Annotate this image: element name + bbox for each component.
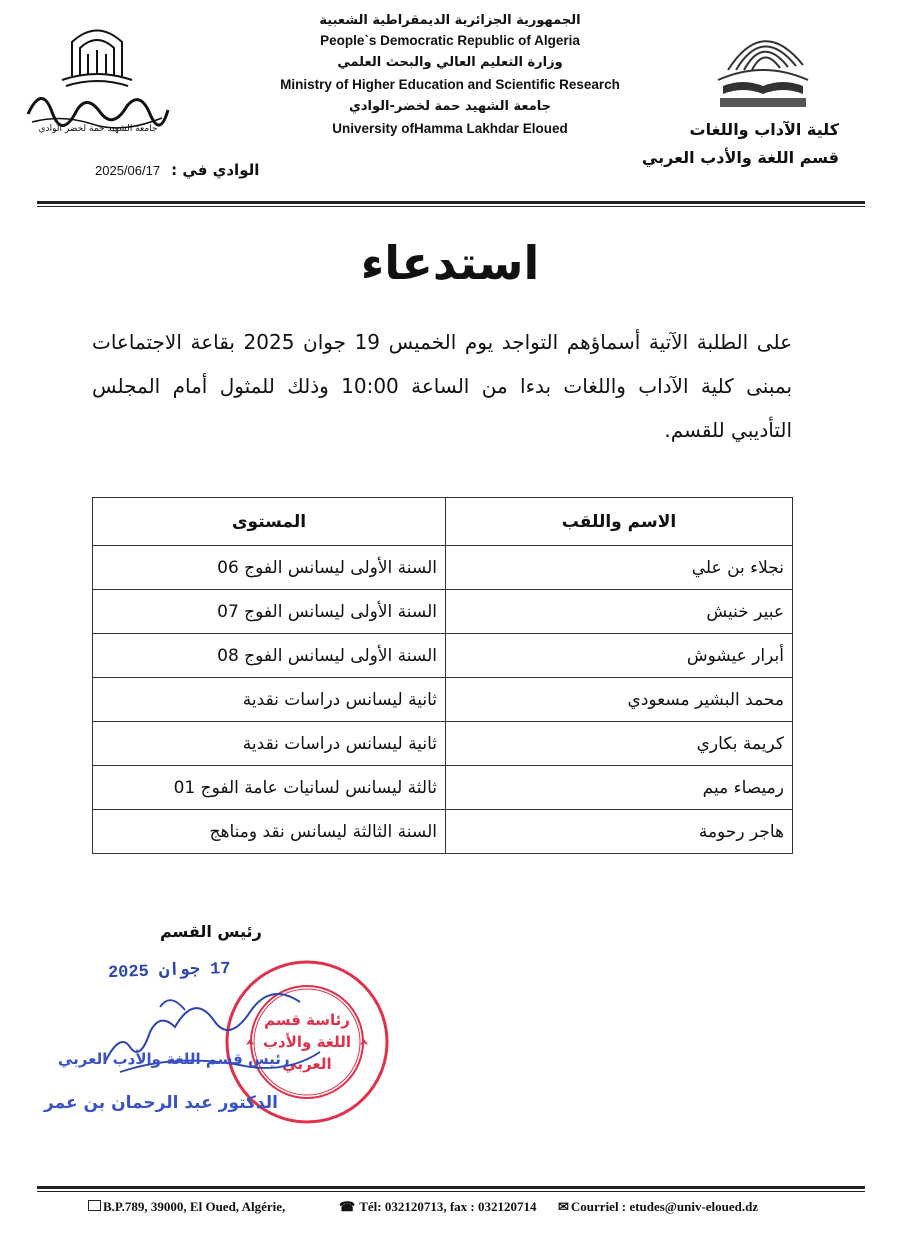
header-divider-thin <box>37 206 865 207</box>
table-header-row <box>93 498 793 546</box>
student-level: ثالثة ليسانس لسانيات عامة الفوج 01 <box>93 766 446 810</box>
footer-email <box>558 1199 758 1215</box>
globe-book-icon <box>708 20 818 110</box>
signer-name: الدكتور عبد الرحمان بن عمر <box>44 1093 278 1113</box>
envelope-icon: ✉ <box>558 1199 569 1214</box>
student-level: السنة الأولى ليسانس الفوج 08 <box>93 634 446 678</box>
table-row <box>93 722 793 766</box>
handwritten-signature <box>100 972 330 1092</box>
ministry-english: Ministry of Higher Education and Scientific Research <box>280 77 620 92</box>
phone-icon: ☎ <box>339 1199 356 1214</box>
student-level: ثانية ليسانس دراسات نقدية <box>93 722 446 766</box>
footer-divider <box>37 1186 865 1189</box>
student-level: السنة الأولى ليسانس الفوج 06 <box>93 546 446 590</box>
footer-divider-thin <box>37 1191 865 1192</box>
student-name: رميصاء ميم <box>446 766 793 810</box>
university-english: University ofHamma Lakhdar Eloued <box>332 121 568 136</box>
document-title: استدعاء <box>360 236 540 290</box>
mailbox-icon <box>88 1200 101 1211</box>
student-level: السنة الثالثة ليسانس نقد ومناهج <box>93 810 446 854</box>
seal-center-line-2: اللغة والأدب <box>262 1033 352 1051</box>
student-name: عبير خنيش <box>446 590 793 634</box>
address-text: B.P.789, 39000, El Oued, Algérie, <box>103 1199 286 1214</box>
student-name: هاجر رحومة <box>446 810 793 854</box>
student-name: أبرار عيشوش <box>446 634 793 678</box>
university-logo <box>708 20 818 110</box>
republic-arabic: الجمهورية الجزائرية الديمقراطية الشعبية <box>319 13 581 28</box>
email-text: Courriel : etudes@univ-eloued.dz <box>570 1199 759 1214</box>
faculty-name: كلية الآداب واللغات <box>689 120 839 139</box>
faculty-calligraphy-logo <box>22 14 172 139</box>
ministry-arabic: وزارة التعليم العالي والبحث العلمي <box>337 55 563 70</box>
phone-text: Tél: 032120713, fax : 032120714 <box>359 1199 537 1214</box>
stamp-date: 17 جوان 2025 <box>107 959 231 984</box>
republic-english: People`s Democratic Republic of Algeria <box>320 33 580 48</box>
header-name: الاسم واللقب <box>446 498 793 546</box>
footer-address <box>88 1199 285 1215</box>
signer-title: رئيس قسم اللغة والأدب العربي <box>58 1050 290 1068</box>
table-row <box>93 634 793 678</box>
footer-phone <box>339 1199 537 1215</box>
summons-body: على الطلبة الآتية أسماؤهم التواجد يوم الخميس 19 جوان 2025 بقاعة الاجتماعات بمبنى كلية الآداب واللغات بدءا من الساعة 10:00 وذلك للمثول أمام المجلس التأديبي للقسم. <box>92 330 793 442</box>
signature-role: رئيس القسم <box>160 922 262 941</box>
table-row <box>93 766 793 810</box>
header-divider <box>37 201 865 204</box>
student-name: محمد البشير مسعودي <box>446 678 793 722</box>
student-level: ثانية ليسانس دراسات نقدية <box>93 678 446 722</box>
place-label: الوادي في : <box>171 161 260 179</box>
table-row <box>93 810 793 854</box>
table-row <box>93 546 793 590</box>
document-date: 2025/06/17 <box>95 163 161 178</box>
university-arabic: جامعة الشهيد حمة لخضر-الوادي <box>348 99 552 114</box>
place-date <box>95 160 259 179</box>
students-table <box>92 497 793 854</box>
student-level: السنة الأولى ليسانس الفوج 07 <box>93 590 446 634</box>
header-level: المستوى <box>93 498 446 546</box>
student-name: نجلاء بن علي <box>446 546 793 590</box>
table-row <box>93 678 793 722</box>
faculty-logo-subtext: جامعة الشهيد حمة لخضر الوادي <box>38 124 158 134</box>
department-name: قسم اللغة والأدب العربي <box>641 148 839 167</box>
gate-emblem-icon <box>22 14 172 139</box>
student-name: كريمة بكاري <box>446 722 793 766</box>
seal-center-line-1: رئاسة قسم <box>264 1011 350 1029</box>
seal-center-line-3: العربي <box>282 1055 332 1073</box>
table-row <box>93 590 793 634</box>
